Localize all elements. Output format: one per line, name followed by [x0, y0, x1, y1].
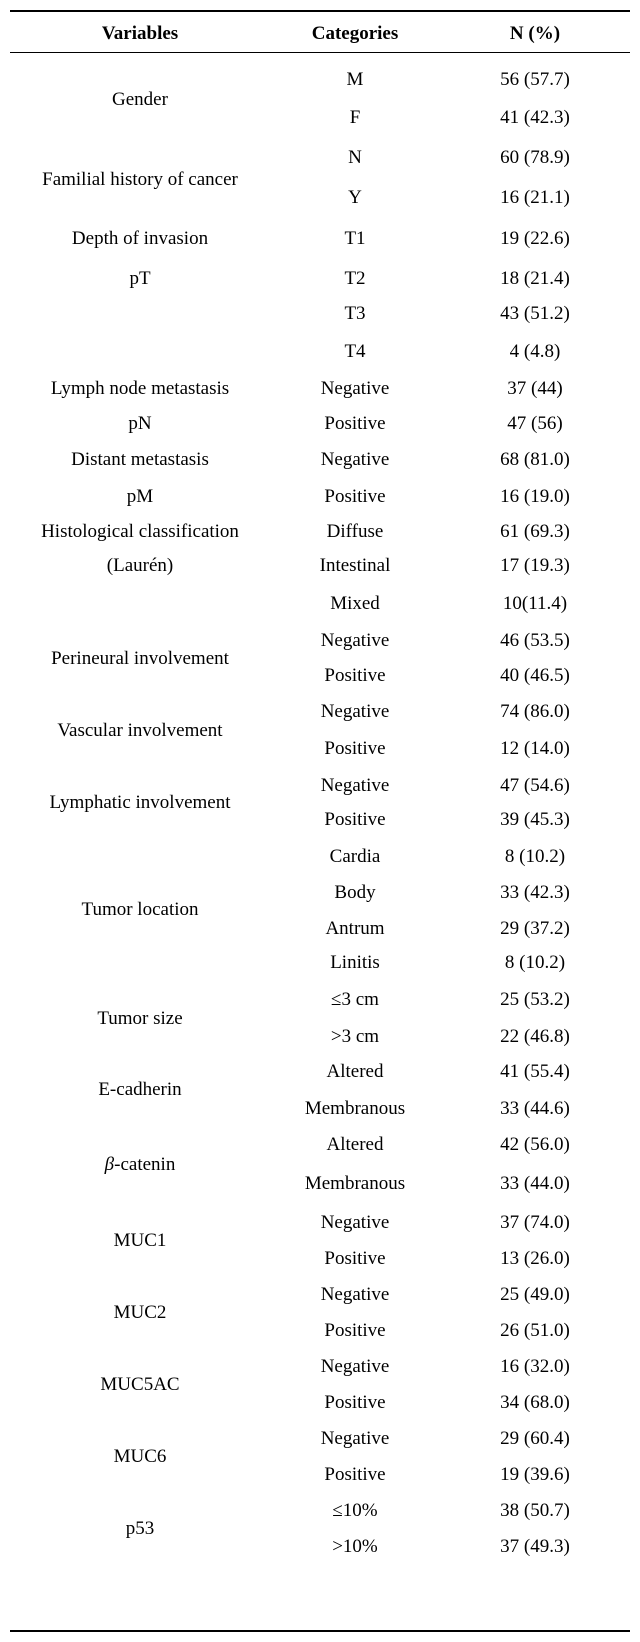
- value-cell: 10(11.4): [502, 593, 568, 614]
- variable-label: p53: [125, 1518, 155, 1539]
- header-n-percent: N (%): [509, 23, 561, 44]
- variable-label: Tumor size: [97, 1008, 183, 1029]
- variable-label: MUC6: [113, 1446, 167, 1467]
- category-cell: Antrum: [325, 918, 385, 939]
- value-cell: 8 (10.2): [504, 846, 566, 867]
- category-cell: Positive: [324, 413, 386, 434]
- value-cell: 37 (44): [507, 378, 563, 399]
- variable-label: pT: [129, 268, 151, 289]
- value-cell: 61 (69.3): [500, 521, 570, 542]
- value-cell: 26 (51.0): [500, 1320, 570, 1341]
- value-cell: 41 (42.3): [500, 107, 570, 128]
- value-cell: 29 (37.2): [500, 918, 570, 939]
- variable-label: Distant metastasis: [71, 449, 209, 470]
- value-cell: 74 (86.0): [500, 701, 570, 722]
- category-cell: Negative: [320, 1284, 390, 1305]
- value-cell: 29 (60.4): [500, 1428, 570, 1449]
- value-cell: 56 (57.7): [500, 69, 570, 90]
- category-cell: Negative: [320, 701, 390, 722]
- category-cell: T3: [344, 303, 366, 324]
- category-cell: Membranous: [304, 1098, 406, 1119]
- category-cell: Altered: [326, 1134, 384, 1155]
- table-header-rule: [10, 52, 630, 53]
- value-cell: 42 (56.0): [500, 1134, 570, 1155]
- value-cell: 19 (39.6): [500, 1464, 570, 1485]
- variable-label: pN: [128, 413, 152, 434]
- value-cell: 40 (46.5): [500, 665, 570, 686]
- value-cell: 34 (68.0): [500, 1392, 570, 1413]
- category-cell: Negative: [320, 1356, 390, 1377]
- variable-label-rest: -catenin: [114, 1154, 176, 1175]
- variable-label: Depth of invasion: [71, 228, 209, 249]
- category-cell: Negative: [320, 449, 390, 470]
- category-cell: Cardia: [329, 846, 381, 867]
- variable-label: Gender: [112, 89, 168, 110]
- category-cell: ≤3 cm: [331, 989, 379, 1010]
- value-cell: 37 (49.3): [500, 1536, 570, 1557]
- category-cell: Positive: [324, 1464, 386, 1485]
- value-cell: 43 (51.2): [500, 303, 570, 324]
- category-cell: >3 cm: [330, 1026, 380, 1047]
- variable-label: E-cadherin: [98, 1079, 182, 1100]
- value-cell: 47 (56): [507, 413, 563, 434]
- variable-label: Lymph node metastasis: [50, 378, 230, 399]
- category-cell: Body: [334, 882, 376, 903]
- category-cell: Positive: [324, 738, 386, 759]
- value-cell: 8 (10.2): [504, 952, 566, 973]
- value-cell: 19 (22.6): [500, 228, 570, 249]
- category-cell: Positive: [324, 1320, 386, 1341]
- table-top-rule: [10, 10, 630, 12]
- category-cell: Altered: [326, 1061, 384, 1082]
- variable-label: [10, 1155, 270, 1174]
- category-cell: Negative: [320, 1212, 390, 1233]
- category-cell: T1: [344, 228, 366, 249]
- value-cell: 68 (81.0): [500, 449, 570, 470]
- value-cell: 22 (46.8): [500, 1026, 570, 1047]
- category-cell: N: [348, 147, 362, 168]
- value-cell: 17 (19.3): [500, 555, 570, 576]
- category-cell: Positive: [324, 486, 386, 507]
- category-cell: Negative: [320, 630, 390, 651]
- value-cell: 41 (55.4): [500, 1061, 570, 1082]
- value-cell: 18 (21.4): [500, 268, 570, 289]
- variable-label: Lymphatic involvement: [49, 792, 231, 813]
- variable-label: Vascular involvement: [57, 720, 223, 741]
- variable-label: Tumor location: [81, 899, 199, 920]
- value-cell: 12 (14.0): [500, 738, 570, 759]
- value-cell: 33 (44.6): [500, 1098, 570, 1119]
- category-cell: T4: [344, 341, 366, 362]
- category-cell: Mixed: [330, 593, 380, 614]
- variable-label: pM: [126, 486, 154, 507]
- value-cell: 16 (32.0): [500, 1356, 570, 1377]
- category-cell: Positive: [324, 809, 386, 830]
- variable-label: MUC1: [113, 1230, 167, 1251]
- category-cell: >10%: [332, 1536, 378, 1557]
- variable-label: (Laurén): [106, 555, 174, 576]
- variable-label: Histological classification: [41, 521, 239, 542]
- value-cell: 4 (4.8): [509, 341, 561, 362]
- value-cell: 46 (53.5): [500, 630, 570, 651]
- value-cell: 16 (19.0): [500, 486, 570, 507]
- table-bottom-rule: [10, 1630, 630, 1632]
- category-cell: T2: [344, 268, 366, 289]
- header-categories: Categories: [311, 23, 399, 44]
- value-cell: 25 (49.0): [500, 1284, 570, 1305]
- category-cell: Positive: [324, 1248, 386, 1269]
- value-cell: 39 (45.3): [500, 809, 570, 830]
- category-cell: Linitis: [330, 952, 380, 973]
- variable-label: MUC2: [113, 1302, 167, 1323]
- category-cell: M: [346, 69, 364, 90]
- category-cell: Negative: [320, 1428, 390, 1449]
- category-cell: Membranous: [304, 1173, 406, 1194]
- header-variables: Variables: [101, 23, 179, 44]
- value-cell: 16 (21.1): [500, 187, 570, 208]
- variable-label: Perineural involvement: [51, 648, 229, 669]
- variable-label-greek: β: [104, 1154, 115, 1175]
- variable-label: Familial history of cancer: [42, 169, 238, 190]
- value-cell: 33 (42.3): [500, 882, 570, 903]
- category-cell: ≤10%: [332, 1500, 378, 1521]
- value-cell: 33 (44.0): [500, 1173, 570, 1194]
- value-cell: 25 (53.2): [500, 989, 570, 1010]
- category-cell: Y: [348, 187, 362, 208]
- category-cell: Intestinal: [319, 555, 391, 576]
- value-cell: 13 (26.0): [500, 1248, 570, 1269]
- category-cell: Positive: [324, 1392, 386, 1413]
- variable-label: MUC5AC: [100, 1374, 180, 1395]
- value-cell: 47 (54.6): [500, 775, 570, 796]
- value-cell: 60 (78.9): [500, 147, 570, 168]
- category-cell: Negative: [320, 775, 390, 796]
- category-cell: Diffuse: [326, 521, 384, 542]
- category-cell: Negative: [320, 378, 390, 399]
- category-cell: Positive: [324, 665, 386, 686]
- value-cell: 37 (74.0): [500, 1212, 570, 1233]
- value-cell: 38 (50.7): [500, 1500, 570, 1521]
- category-cell: F: [349, 107, 361, 128]
